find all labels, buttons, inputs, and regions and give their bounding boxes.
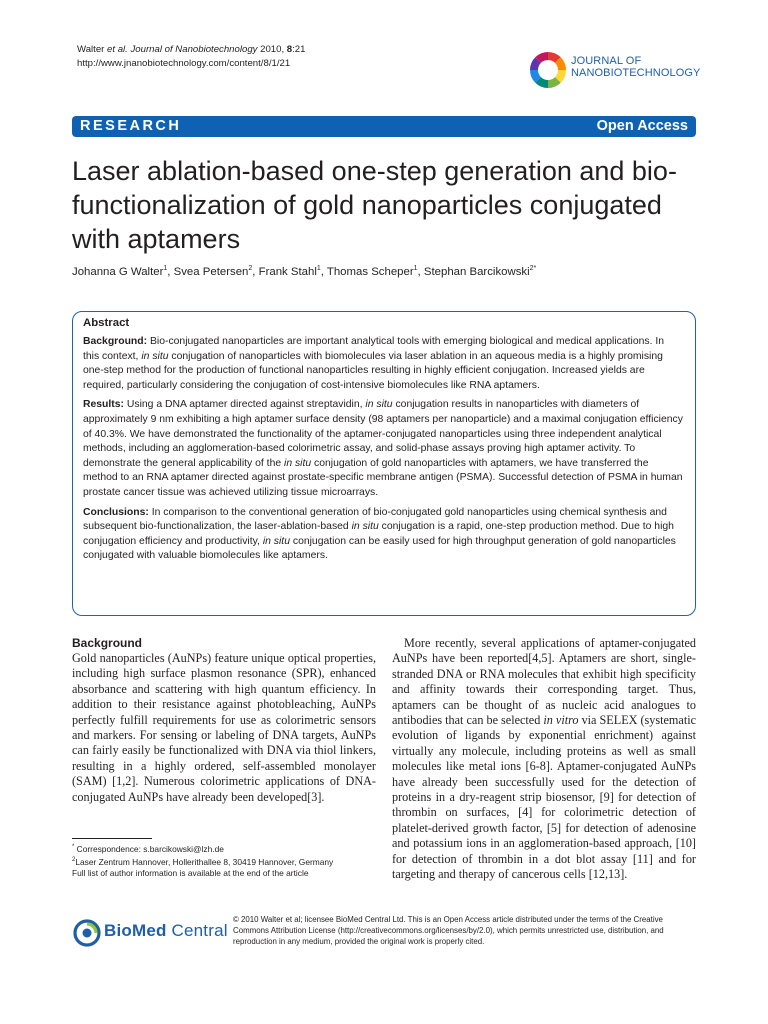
body-column-left bbox=[72, 636, 376, 805]
abstract-results: Results: Using a DNA aptamer directed against streptavidin, in situ conjugation results in nanoparticles with diameters of approximately 9 nm exhibiting a high aptamer surface density (98 aptamers per nanoparticle) and a maximal conjugation efficiency of 40.3%. We have demonstrated the functionality of the aptamer-conjugated nanoparticles using three independent analytical methods, including an agglomeration-based colorimetric assay, and solid-phase assays proving high aptamer activity. To demonstrate the general applicability of the in situ conjugation of gold nanoparticles with aptamers, we have transferred the method to an RNA aptamer directed against prostate-specific membrane antigen (PSMA). Successful detection of PSMA in human prostate cancer tissue was achieved utilizing tissue microarrays. bbox=[83, 399, 683, 498]
citation-header bbox=[77, 43, 305, 70]
abstract-box bbox=[72, 311, 696, 616]
author: Stephan Barcikowski bbox=[423, 265, 530, 278]
journal-logo-text: JOURNAL OF NANOBIOTECHNOLOGY bbox=[571, 55, 701, 79]
abstract-conclusions: Conclusions: In comparison to the conventional generation of bio-conjugated gold nanoparticles using chemical synthesis and subsequent bio-functionalization, the laser-ablation-based in situ conjugation is a rapid, one-step production method. Due to high conjugation efficiency and productivity, in situ conjugation can be easily used for high throughput generation of gold nanoparticles conjugated with valuable biomolecules like aptamers. bbox=[83, 506, 676, 562]
journal-logo bbox=[527, 47, 707, 93]
open-access-label: Open Access bbox=[596, 118, 688, 134]
author-info-note: Full list of author information is available at the end of the article bbox=[72, 868, 309, 879]
license-statement: © 2010 Walter et al; licensee BioMed Central Ltd. This is an Open Access article distributed under the terms of the Creative Commons Attribution License (http://creativecommons.org/licenses/by/2.0), which permits unrestricted use, distribution, and reproduction in any medium, provided the original work is properly cited. bbox=[233, 915, 664, 946]
footnotes bbox=[72, 842, 382, 880]
body-column-right bbox=[392, 636, 696, 883]
affiliation-note: $^2$Laser Zentrum Hannover, Hollerithallee 8, 30419 Hannover, Germany bbox=[72, 857, 334, 867]
correspondence-note: * Correspondence: s.barcikowski@lzh.de bbox=[72, 843, 224, 854]
abstract-background: Background: Bio-conjugated nanoparticles are important analytical tools with emerging biological and medical applications. In this context, in situ conjugation of nanoparticles with biomolecules via laser ablation in an aqueous media is a highly promising one-step method for the production of functional nanoparticles resulting in highly efficient conjugation. Increased yields are required, particularly considering the conjugation of cost-intensive biomolecules like RNA aptamers. bbox=[83, 336, 665, 391]
article-url-link[interactable]: http://www.jnanobiotechnology.com/content/8/1/21 bbox=[77, 57, 291, 69]
footnote-divider bbox=[72, 838, 152, 839]
author: Johanna G Walter bbox=[72, 265, 164, 278]
article-type-label: RESEARCH bbox=[80, 118, 182, 134]
section-heading-background: Background bbox=[72, 636, 143, 650]
biomed-central-wordmark: BioMed Central bbox=[104, 921, 228, 940]
biomed-central-logo bbox=[72, 915, 232, 949]
abstract-heading: Abstract bbox=[83, 317, 130, 329]
research-banner bbox=[72, 116, 696, 137]
citation-line: Walter et al. Journal of Nanobiotechnology 2010, 8:21 bbox=[77, 44, 306, 55]
author: Svea Petersen bbox=[173, 265, 249, 278]
body-paragraph: More recently, several applications of aptamer-conjugated AuNPs have been reported[4,5]. Aptamers are short, single-stranded DNA or RNA molecules that exhibit high specificity and affinity towards their corresponding target. Thus, aptamers can be thought of as nucleic acid analogues to antibodies that can be selected in vitro via SELEX (systematic evolution of ligands by exponential enrichment) against virtually any molecule, including proteins as well as small molecules like metal ions [6-8]. Aptamer-conjugated AuNPs have already been successfully used for the detection of proteins in a dry-reagent strip biosensor, [9] for detection of thrombin on surfaces, [4] for colorimetric detection of platelet-derived growth factor, [5] for detection of adenosine and potassium ions in an agglomeration-based approach, [10] for detection of thrombin in a dot blot assay [11] and for targeting and therapy of cancerous cells [12,13]. bbox=[392, 636, 697, 882]
author: Thomas Scheper bbox=[326, 265, 414, 278]
article-title: Laser ablation-based one-step generation and bio-functionalization of gold nanoparticles conjugated with aptamers bbox=[72, 156, 677, 254]
author-list: Johanna G Walter$^1$, Svea Petersen$^2$, Frank Stahl$^1$, Thomas Scheper$^1$, Stephan Barcikowski$^{2*}$ bbox=[72, 265, 537, 278]
biomed-central-swirl-icon bbox=[72, 918, 102, 948]
author: Frank Stahl bbox=[258, 265, 317, 278]
logo-center bbox=[538, 60, 558, 80]
journal-logo-rainbow-icon bbox=[527, 47, 569, 93]
body-paragraph: Gold nanoparticles (AuNPs) feature unique optical properties, including high surface plasmon resonance (SPR), enhanced absorbance and scattering with high quantum efficiency. In addition to their resistance against photobleaching, AuNPs perfectly fulfill requirements for use as colorimetric sensors and markers. For sensing or labeling of DNA targets, AuNPs can fairly easily be functionalized with DNA via thiol linkers, resulting in a highly ordered, self-assembled monolayer (SAM) [1,2]. Numerous colorimetric applications of DNA-conjugated AuNPs have already been developed[3]. bbox=[72, 651, 376, 804]
